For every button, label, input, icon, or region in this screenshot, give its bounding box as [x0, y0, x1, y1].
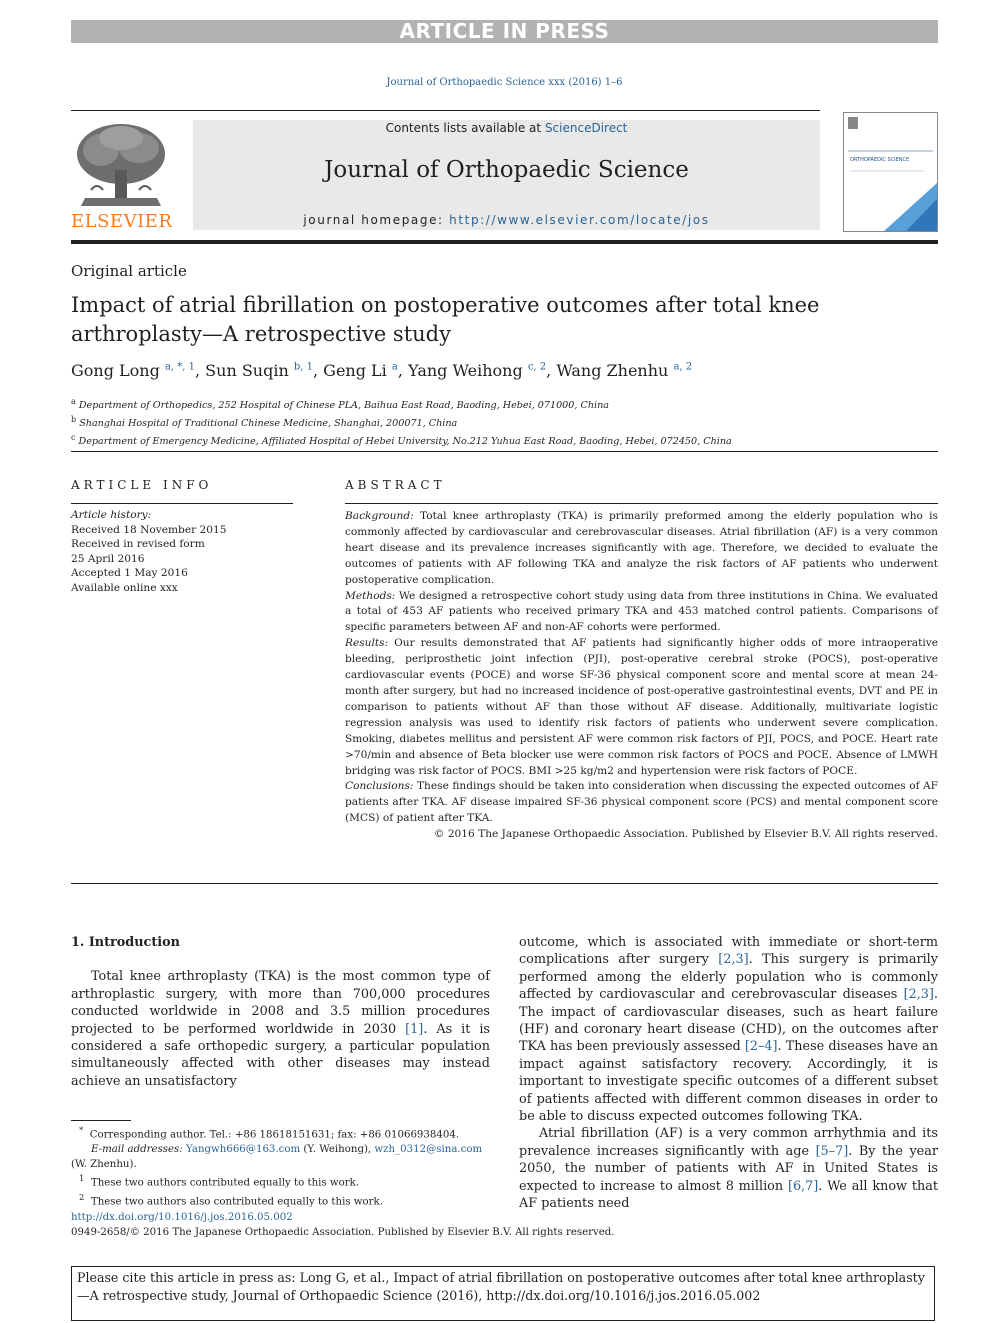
- article-title: [71, 291, 938, 349]
- email-note: E-mail addresses: Yangwh666@163.com (Y. Weihong), wzh_0312@sina.com: [91, 1143, 483, 1155]
- abstract-conclusions: Conclusions: These findings should be taken into consideration when discussing the expected outcomes of AF patients after TKA. AF disease impaired SF-36 physical component score (PCS) and mental component score (MCS) of patient after TKA.: [345, 780, 938, 825]
- sciencedirect-link[interactable]: ScienceDirect: [544, 121, 628, 135]
- abstract-copyright: © 2016 The Japanese Orthopaedic Association. Published by Elsevier B.V. All rights reserved.: [433, 828, 938, 841]
- email-link[interactable]: wzh_0312@sina.com: [374, 1143, 483, 1155]
- elsevier-wordmark: ELSEVIER: [71, 211, 173, 232]
- title-line-2: arthroplasty—A retrospective study: [71, 322, 451, 346]
- footnotes: [71, 1124, 491, 1210]
- article-info-heading: ARTICLE INFO: [71, 478, 213, 492]
- author-name[interactable]: Sun Suqin: [205, 361, 289, 380]
- email-link[interactable]: Yangwh666@163.com: [185, 1143, 301, 1155]
- affiliation-item: $^c$ Department of Emergency Medicine, Affiliated Hospital of Hebei University, No.212 Yuhua East Road, Baoding, Hebei, 072450, China: [71, 433, 732, 448]
- author-affil-marks[interactable]: a, *, 1: [164, 361, 195, 373]
- journal-title: Journal of Orthopaedic Science: [324, 157, 689, 183]
- header-bottom-rule: [71, 240, 938, 244]
- history-line: Received 18 November 2015: [71, 523, 227, 536]
- author-affil-marks[interactable]: c, 2: [527, 361, 547, 373]
- article-in-press-banner: ARTICLE IN PRESS: [71, 20, 938, 43]
- header-top-rule: [71, 110, 820, 111]
- body-right-column: [519, 934, 938, 1213]
- history-label: Article history:: [71, 509, 152, 521]
- affiliation-item: $^b$ Shanghai Hospital of Traditional Chinese Medicine, Shanghai, 200071, China: [71, 415, 458, 430]
- title-line-1: Impact of atrial fibrillation on postoperative outcomes after total knee: [71, 293, 820, 317]
- doi-link[interactable]: http://dx.doi.org/10.1016/j.jos.2016.05.002: [71, 1212, 293, 1223]
- reference-link[interactable]: [1]: [405, 1021, 424, 1037]
- history-line: Available online xxx: [71, 581, 178, 594]
- author-name[interactable]: Wang Zhenhu: [556, 361, 669, 380]
- author-name[interactable]: Geng Li: [323, 361, 387, 380]
- journal-cover-thumbnail: [843, 112, 938, 232]
- author-affil-marks[interactable]: a: [391, 361, 398, 373]
- abstract-methods: Methods: We designed a retrospective cohort study using data from three institutions in China. We evaluated a total of 453 AF patients who received primary TKA and 453 matched control patients. Comparisons of specific parameters between AF and non-AF cohorts were performed.: [345, 589, 938, 634]
- article-history: [71, 508, 293, 595]
- reference-link[interactable]: [6,7]: [787, 1178, 819, 1194]
- footnote-1: $^1$ These two authors contributed equally to this work.: [79, 1174, 359, 1189]
- author-affil-marks[interactable]: a, 2: [673, 361, 693, 373]
- email-owner-note: (W. Zhenhu).: [71, 1158, 137, 1170]
- abstract-results: Results: Our results demonstrated that AF patients had significantly higher odds of more intraoperative bleeding, periprosthetic joint infection (PJI), post-operative cerebral stroke (POCS), post-operative cardiovascular events (POCE) and worse SF-36 physical component score and mental score at mean 24-month after surgery, but had no increased incidence of post-operative gastrointestinal events, DVT and PE in comparison to patients without AF than those without AF disease. Additionally, multivariate logistic regression analysis was used to identify risk factors of patients who underwent severe complication. Smoking, diabetes mellitus and persistent AF were common risk factors of PJI, POCS, and POCE. Heart rate >70/min and absence of Beta blocker use were common risk factors of POCS and POCE. Absence of LMWH bridging was risk factor of POCS. BMI >25 kg/m2 and hypertension were risk factors of POCE.: [345, 637, 938, 777]
- contents-prefix: Contents lists available at: [385, 121, 545, 135]
- journal-citation-link[interactable]: Journal of Orthopaedic Science xxx (2016) 1–6: [386, 77, 623, 88]
- affiliations: [71, 395, 938, 450]
- intro-paragraph-3: Atrial fibrillation (AF) is a very common arrhythmia and its prevalence increases significantly with age [5–7]. By the year 2050, the number of patients with AF in United States is expected to increase to almost 8 million [6,7]. We all know that AF patients need: [519, 1126, 938, 1212]
- reference-link[interactable]: [2,3]: [903, 987, 934, 1003]
- history-line: Received in revised form: [71, 538, 205, 550]
- cover-graphic: [844, 113, 937, 231]
- introduction-heading: 1. Introduction: [71, 935, 180, 950]
- author-name[interactable]: Gong Long: [71, 361, 160, 380]
- corresponding-author-note: * Corresponding author. Tel.: +86 18618151631; fax: +86 01066938404.: [79, 1126, 460, 1141]
- journal-homepage: [193, 213, 820, 227]
- reference-link[interactable]: [2–4]: [744, 1039, 778, 1055]
- reference-link[interactable]: [2,3]: [718, 952, 749, 968]
- elsevier-tree-logo: [71, 120, 171, 212]
- article-info-rule: [71, 503, 293, 504]
- cover-title: ORTHOPAEDIC SCIENCE: [850, 157, 910, 163]
- issn-copyright-line: 0949-2658/© 2016 The Japanese Orthopaedic Association. Published by Elsevier B.V. All rights reserved.: [71, 1227, 615, 1238]
- author-affil-marks[interactable]: b, 1: [293, 361, 313, 373]
- cite-this-article-box: Please cite this article in press as: Long G, et al., Impact of atrial fibrillation on postoperative outcomes after total knee arthroplasty—A retrospective study, Journal of Orthopaedic Science (2016), http://dx.doi.org/10.1016/j.jos.2016.05.002: [71, 1266, 935, 1321]
- contents-available: [193, 121, 820, 135]
- intro-paragraph-2: outcome, which is associated with immediate or short-term complications after surgery [2,3]. This surgery is primarily performed among the elderly population who is commonly affected by cardiovascular and cerebrovascular diseases [2,3]. The impact of cardiovascular diseases, such as heart failure (HF) and coronary heart disease (CHD), on the outcomes after TKA has been previously assessed [2–4]. These diseases have an impact against satisfactory recovery. Accordingly, it is important to investigate specific outcomes of a different subset of patients affected with different common diseases in order to be able to discuss expected outcomes following TKA.: [519, 935, 939, 1125]
- history-line: Accepted 1 May 2016: [71, 567, 188, 579]
- abstract-heading: ABSTRACT: [345, 478, 446, 492]
- intro-paragraph-1: Total knee arthroplasty (TKA) is the most common type of arthroplastic surgery, with more than 700,000 procedures conducted worldwide in 2008 and 3.5 million procedures projected to be performed worldwide in 2030 [1]. As it is considered a safe orthopedic surgery, a particular population simultaneously affected with other diseases may instead achieve an unsatisfactory: [71, 969, 491, 1089]
- footnote-2: $^2$ These two authors also contributed equally to this work.: [79, 1193, 383, 1208]
- affiliation-item: $^a$ Department of Orthopedics, 252 Hospital of Chinese PLA, Baihua East Road, Baoding, Hebei, 071000, China: [71, 397, 609, 412]
- affiliations-rule: [71, 451, 938, 452]
- article-type: Original article: [71, 262, 187, 280]
- abstract-body: [345, 509, 938, 843]
- abstract-rule: [345, 503, 938, 504]
- reference-link[interactable]: [5–7]: [815, 1143, 849, 1159]
- abstract-background: Background: Total knee arthroplasty (TKA) is primarily preformed among the elderly population who is commonly affected by cardiovascular and cerebrovascular diseases. Atrial fibrillation (AF) is a very common heart disease and its prevalence increases significantly with age. Therefore, we decided to evaluate the outcomes of patients with AF following TKA and analyze the risk factors of AF patients who underwent postoperative complication.: [345, 510, 938, 586]
- author-list: Gong Long $^{a, *, 1}$, Sun Suqin $^{b, 1}$, Geng Li $^a$, Yang Weihong $^{c, 2}$, Wang Zhenhu $^{a, 2}$: [71, 361, 693, 380]
- history-line: 25 April 2016: [71, 552, 145, 565]
- homepage-url-link[interactable]: http://www.elsevier.com/locate/jos: [449, 213, 710, 227]
- body-left-column: [71, 934, 490, 1090]
- homepage-prefix: journal homepage:: [303, 213, 450, 227]
- author-name[interactable]: Yang Weihong: [408, 361, 523, 380]
- abstract-bottom-rule: [71, 883, 938, 884]
- footnote-rule: [71, 1120, 131, 1121]
